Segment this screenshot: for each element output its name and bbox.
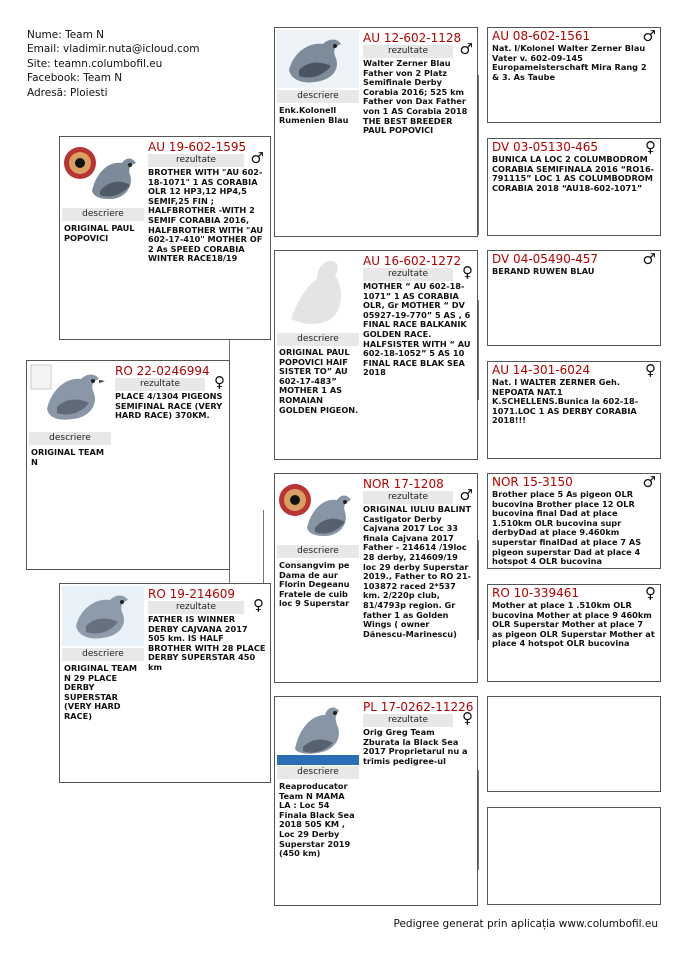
pigeon-info: Nat. I WALTER ZERNER Geh. NEPOATA NAT.1 K.SCHELLENS.Bunica la 602-18-1071.LOC 1 AS DERBY CORABIA 2018!!! — [492, 377, 639, 426]
male-icon: ♂ — [459, 486, 473, 504]
female-icon: ♀ — [214, 373, 225, 391]
ring-number: DV 03-05130-465 — [492, 140, 599, 154]
breeder-address: Adresă: Ploiesti — [27, 86, 108, 99]
pigeon-photo — [29, 363, 111, 430]
pigeon-info: Orig Greg Team Zburata la Black Sea 2017 Proprietarul nu a trimis pedigree-ul — [363, 727, 468, 766]
female-icon: ♀ — [462, 709, 473, 727]
description-tab[interactable]: descriere — [277, 90, 359, 103]
results-tab[interactable]: rezultate — [363, 714, 453, 727]
sire-description: ORIGINAL PAUL POPOVICI — [64, 223, 135, 243]
description-tab[interactable]: descriere — [277, 766, 359, 779]
footer-credit: Pedigree generat prin aplicația www.columbofil.eu — [393, 918, 658, 930]
ring-number: AU 16-602-1272 — [363, 254, 462, 268]
ancestor-card-6[interactable] — [487, 584, 661, 682]
ring-number: RO 19-214609 — [148, 587, 236, 601]
ring-number: RO 22-0246994 — [115, 364, 210, 378]
pigeon-info: PLACE 4/1304 PIGEONS SEMIFINAL RACE (VERY HARD RACE) 370KM. — [115, 391, 223, 421]
breeder-email[interactable]: Email: vladimir.nuta@icloud.com — [27, 43, 200, 56]
male-icon: ♂ — [459, 40, 473, 58]
pigeon-info: BUNICA LA LOC 2 COLUMBODROM CORABIA SEMIFINALA 2016 “RO16-791115” LOC 1 AS COLUMBODROM CORABIA 2018 “AU18-602-1071” — [492, 154, 655, 193]
ancestor-card-1[interactable] — [487, 27, 661, 123]
ring-number: NOR 17-1208 — [363, 477, 444, 491]
results-tab[interactable]: rezultate — [363, 491, 453, 504]
pigeon-photo — [62, 586, 144, 646]
pigeon-info: Brother place 5 As pigeon OLR bucovina Brother place 12 OLR bucovina final Dad at place 1.510km OLR bucovina supr derbyDad at place 9.460km superstar finalDad at place 7 AS pigeon superstar Dad at place 4 hotspot 4 OLR bucovina — [492, 489, 642, 567]
connector — [478, 770, 487, 870]
ring-number: RO 10-339461 — [492, 586, 580, 600]
ancestor-card-8[interactable] — [487, 807, 661, 905]
breeder-site[interactable]: Site: teamn.columbofil.eu — [27, 57, 163, 70]
results-tab[interactable]: rezultate — [363, 268, 453, 281]
subject-description: ORIGINAL TEAM N — [31, 447, 104, 467]
ancestor-card-7[interactable] — [487, 696, 661, 792]
connector — [478, 300, 487, 400]
granddam-description: ORIGINAL PAUL POPOVICI HAIF SISTER TO” AU 602-17-483” MOTHER 1 AS ROMAIAN GOLDEN PIGEON. — [279, 347, 359, 415]
male-icon: ♂ — [642, 27, 656, 45]
granddam-description: Reaproducator Team N MAMA LA : Loc 54 Finala Black Sea 2018 505 KM , Loc 29 Derby Superstar 2019 (450 km) — [279, 781, 355, 859]
pigeon-info: Mother at place 1 .510km OLR bucovina Mother at place 9 460km OLR Superstar Mother at place 7 as pigeon OLR Superstar Mother at place 4 hotspot OLR bucovina — [492, 600, 655, 649]
maternal-grandsire-card[interactable] — [274, 473, 478, 683]
description-tab[interactable]: descriere — [277, 333, 359, 346]
pigeon-info: MOTHER “ AU 602-18-1071” 1 AS CORABIA OLR, Gr MOTHER “ DV 05927-19-770” 5 AS , 6 FINAL RACE BALKANIK GOLDEN RACE. HALFSISTER WITH “ AU 602-18-1052” 5 AS 10 FINAL RACE BLAK SEA 2018 — [363, 281, 471, 378]
pigeon-info: ORIGINAL IULIU BALINT Castigator Derby Cajvana 2017 Loc 33 finala Cajvana 2017 Father - 214614 /19loc 28 derby, 214609/19 loc 29 derby Superstar 2019., Father to RO 21-103872 raced 2*537 km. 2/220p club, 81/4793p region. Gr father 1 as Golden Wings ( owner Dănescu-Marinescu) — [363, 504, 472, 639]
male-icon: ♂ — [250, 149, 264, 167]
pigeon-photo — [277, 476, 359, 544]
dam-description: ORIGINAL TEAM N 29 PLACE DERBY SUPERSTAR (VERY HARD RACE) — [64, 663, 137, 721]
subject-pigeon-card[interactable] — [26, 360, 230, 570]
pigeon-info: BERAND RUWEN BLAU — [492, 266, 595, 276]
grandsire-description: Enk.Kolonell Rumenien Blau — [279, 105, 349, 125]
ancestor-card-2[interactable] — [487, 138, 661, 236]
ring-number: AU 08-602-1561 — [492, 29, 591, 43]
breeder-facebook: Facebook: Team N — [27, 72, 123, 85]
female-icon: ♀ — [645, 138, 656, 156]
dam-card[interactable] — [59, 583, 271, 783]
description-tab[interactable]: descriere — [62, 208, 144, 221]
description-tab[interactable]: descriere — [277, 545, 359, 558]
ring-number: PL 17-0262-11226 — [363, 700, 474, 714]
pigeon-photo — [62, 139, 144, 207]
female-icon: ♀ — [253, 596, 264, 614]
pigeon-info: Walter Zerner Blau Father von 2 Platz Semifinale Derby Corabia 2016; 525 km Father von Dax Father von 1 AS Corabia 2018 THE BEST BREEDER PAUL POPOVICI — [363, 58, 468, 136]
pigeon-photo — [277, 699, 359, 765]
ring-number: AU 12-602-1128 — [363, 31, 462, 45]
ancestor-card-4[interactable] — [487, 361, 661, 459]
pigeon-photo — [277, 253, 359, 331]
maternal-granddam-card[interactable] — [274, 696, 478, 906]
pigeon-info: Nat. I/Kolonel Walter Zerner Blau Vater v. 602-09-145 Europameisterschaft Mira Rang 2 & 3. As Taube — [492, 43, 647, 82]
paternal-grandsire-card[interactable] — [274, 27, 478, 237]
connector — [478, 75, 487, 235]
ancestor-card-3[interactable] — [487, 250, 661, 346]
pigeon-info: BROTHER WITH "AU 602-18-1071" 1 AS CORABIA OLR 12 HP3,12 HP4,5 SEMIF,25 FIN ; HALFBROTHER -WITH 2 SEMIF CORABIA 2016, HALFBROTHER WITH "AU 602-17-410" MOTHER OF 2 As SPEED CORABIA WINTER RACE18/19 — [148, 167, 264, 264]
breeder-name: Nume: Team N — [27, 29, 105, 41]
ring-number: DV 04-05490-457 — [492, 252, 599, 266]
results-tab[interactable]: rezultate — [363, 45, 453, 58]
breeder-info — [27, 28, 199, 100]
ring-number: AU 19-602-1595 — [148, 140, 247, 154]
connector — [478, 540, 487, 640]
male-icon: ♂ — [642, 250, 656, 268]
paternal-granddam-card[interactable] — [274, 250, 478, 460]
results-tab[interactable]: rezultate — [148, 601, 244, 614]
description-tab[interactable]: descriere — [62, 648, 144, 661]
ring-number: NOR 15-3150 — [492, 475, 573, 489]
results-tab[interactable]: rezultate — [148, 154, 244, 167]
sire-card[interactable] — [59, 136, 271, 340]
results-tab[interactable]: rezultate — [115, 378, 205, 391]
male-icon: ♂ — [642, 473, 656, 491]
description-tab[interactable]: descriere — [29, 432, 111, 445]
female-icon: ♀ — [462, 263, 473, 281]
pigeon-photo — [277, 30, 359, 88]
female-icon: ♀ — [645, 361, 656, 379]
grandsire-description: Consangvim pe Dama de aur Florin Degeanu Fratele de cuib loc 9 Superstar — [279, 560, 350, 609]
ancestor-card-5[interactable] — [487, 473, 661, 569]
pigeon-info: FATHER IS WINNER DERBY CAJVANA 2017 505 km. IS HALF BROTHER WITH 28 PLACE DERBY SUPERSTAR 450 km — [148, 614, 266, 672]
ring-number: AU 14-301-6024 — [492, 363, 591, 377]
female-icon: ♀ — [645, 584, 656, 602]
